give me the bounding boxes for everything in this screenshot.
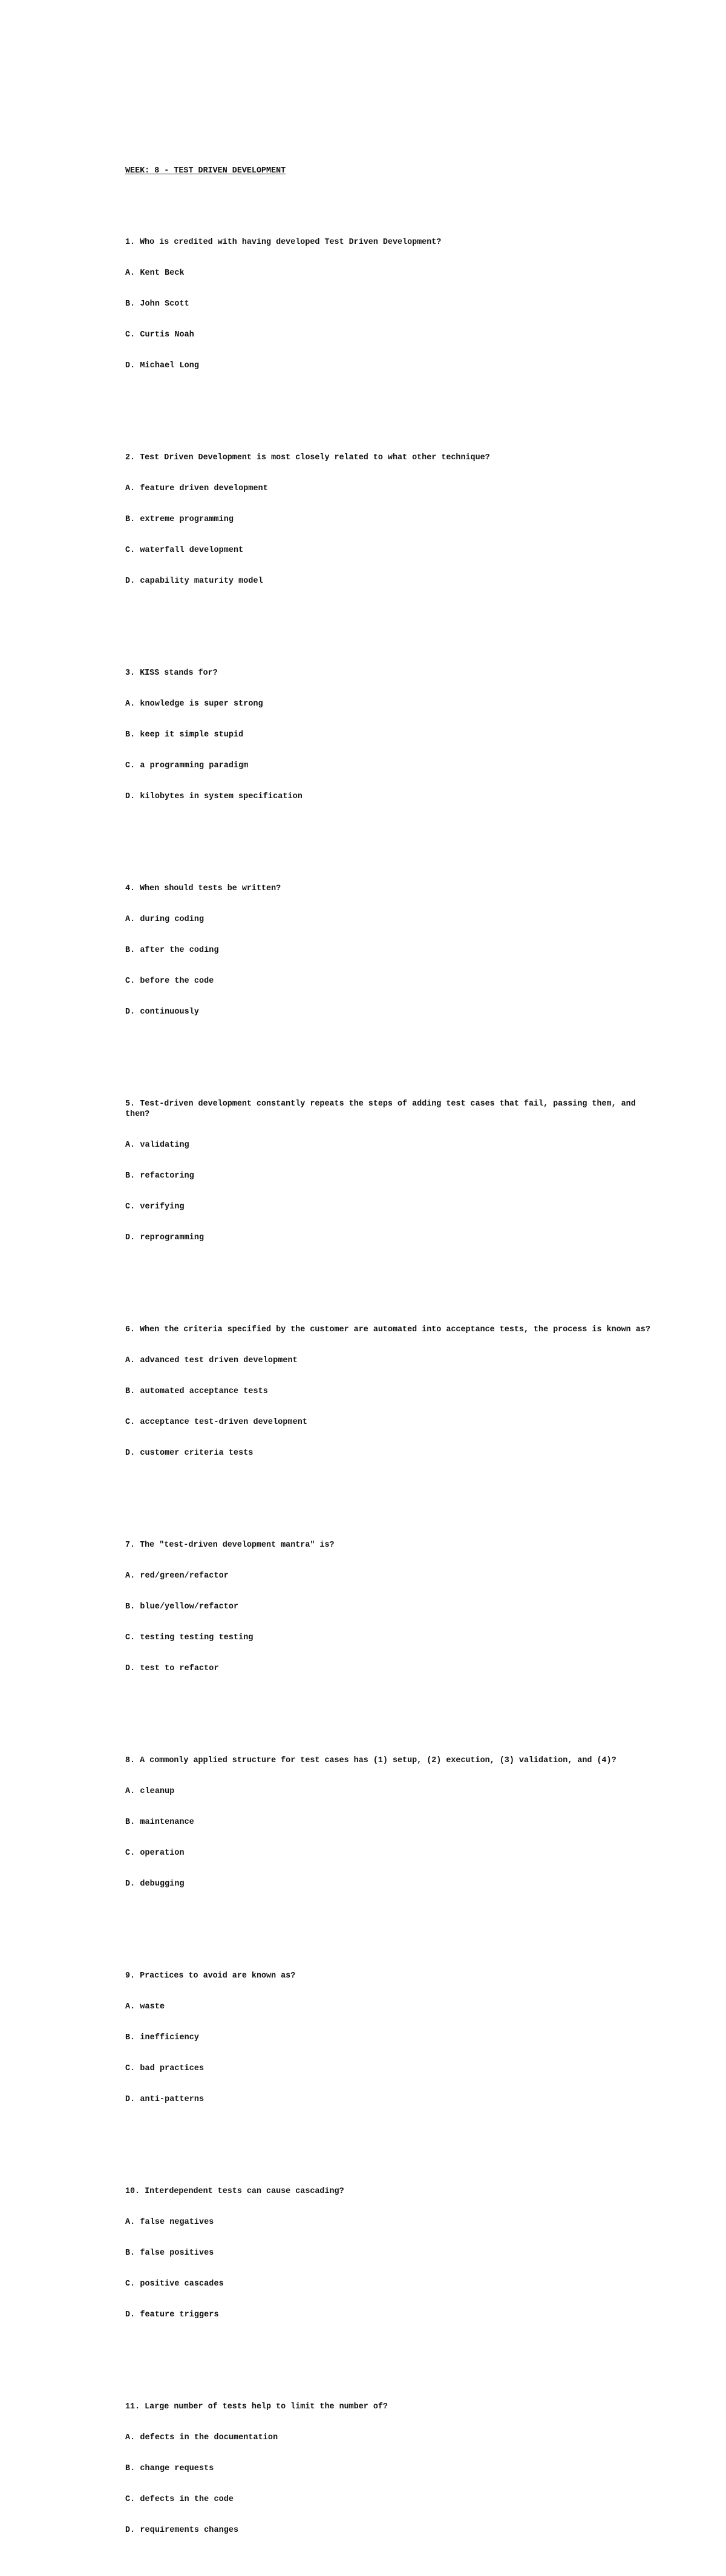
answer-option-d: D. test to refactor bbox=[125, 1664, 219, 1673]
question-stem: 7. The "test-driven development mantra" is? bbox=[125, 1541, 335, 1550]
question-2 bbox=[125, 432, 658, 607]
answer-option-d: D. continuously bbox=[125, 1008, 200, 1017]
answer-option-c: C. testing testing testing bbox=[125, 1633, 253, 1642]
answer-option-c: C. bad practices bbox=[125, 2064, 204, 2073]
answer-option-c: C. Curtis Noah bbox=[125, 330, 194, 339]
question-1 bbox=[125, 217, 658, 392]
answer-option-c: C. positive cascades bbox=[125, 2279, 224, 2289]
answer-option-d: D. reprogramming bbox=[125, 1233, 204, 1242]
answer-option-b: B. blue/yellow/refactor bbox=[125, 1602, 239, 1611]
page-title: WEEK: 8 - TEST DRIVEN DEVELOPMENT bbox=[125, 166, 286, 175]
answer-option-a: A. during coding bbox=[125, 915, 204, 924]
question-stem: 9. Practices to avoid are known as? bbox=[125, 1971, 296, 1981]
answer-option-d: D. capability maturity model bbox=[125, 577, 263, 586]
question-3 bbox=[125, 647, 658, 822]
answer-option-a: A. feature driven development bbox=[125, 484, 268, 493]
answer-option-a: A. validating bbox=[125, 1141, 189, 1150]
answer-option-b: B. John Scott bbox=[125, 300, 189, 309]
question-stem: 5. Test-driven development constantly repeats the steps of adding test cases that fail, passing them, and then? bbox=[125, 1100, 641, 1119]
question-stem: 3. KISS stands for? bbox=[125, 669, 218, 678]
answer-option-d: D. anti-patterns bbox=[125, 2095, 204, 2104]
answer-option-c: C. acceptance test-driven development bbox=[125, 1418, 308, 1427]
question-6 bbox=[125, 1304, 658, 1479]
answer-option-b: B. extreme programming bbox=[125, 515, 234, 524]
answer-option-c: C. verifying bbox=[125, 1202, 185, 1211]
answer-option-b: B. keep it simple stupid bbox=[125, 730, 244, 739]
answer-option-c: C. waterfall development bbox=[125, 546, 244, 555]
question-stem: 8. A commonly applied structure for test cases has (1) setup, (2) execution, (3) validation, and (4)? bbox=[125, 1756, 616, 1765]
answer-option-a: A. cleanup bbox=[125, 1787, 175, 1796]
answer-option-b: B. maintenance bbox=[125, 1818, 194, 1827]
answer-option-c: C. operation bbox=[125, 1849, 185, 1858]
answer-option-a: A. waste bbox=[125, 2002, 165, 2011]
question-11 bbox=[125, 2381, 658, 2556]
answer-option-b: B. false positives bbox=[125, 2249, 214, 2258]
answer-option-b: B. refactoring bbox=[125, 1172, 194, 1181]
question-stem: 1. Who is credited with having developed Test Driven Development? bbox=[125, 238, 442, 247]
question-8 bbox=[125, 1735, 658, 1910]
answer-option-d: D. requirements changes bbox=[125, 2526, 239, 2535]
answer-option-c: C. defects in the code bbox=[125, 2495, 234, 2504]
answer-option-a: A. defects in the documentation bbox=[125, 2433, 278, 2442]
answer-option-a: A. red/green/refactor bbox=[125, 1571, 229, 1581]
question-stem: 6. When the criteria specified by the customer are automated into acceptance tests, the process is known as? bbox=[125, 1325, 650, 1334]
answer-option-b: B. inefficiency bbox=[125, 2033, 200, 2042]
document-page bbox=[125, 145, 658, 2576]
question-7 bbox=[125, 1519, 658, 1694]
question-stem: 2. Test Driven Development is most closely related to what other technique? bbox=[125, 453, 490, 462]
answer-option-b: B. automated acceptance tests bbox=[125, 1387, 268, 1396]
question-10 bbox=[125, 2166, 658, 2341]
question-4 bbox=[125, 863, 658, 1038]
answer-option-d: D. feature triggers bbox=[125, 2310, 219, 2319]
answer-option-a: A. Kent Beck bbox=[125, 269, 185, 278]
answer-option-c: C. before the code bbox=[125, 977, 214, 986]
question-stem: 4. When should tests be written? bbox=[125, 884, 281, 893]
answer-option-d: D. Michael Long bbox=[125, 361, 200, 370]
question-stem: 10. Interdependent tests can cause cascading? bbox=[125, 2187, 344, 2196]
answer-option-a: A. advanced test driven development bbox=[125, 1356, 298, 1365]
question-5 bbox=[125, 1078, 658, 1263]
answer-option-b: B. change requests bbox=[125, 2464, 214, 2473]
question-stem: 11. Large number of tests help to limit the number of? bbox=[125, 2402, 388, 2411]
answer-option-a: A. false negatives bbox=[125, 2218, 214, 2227]
answer-option-d: D. kilobytes in system specification bbox=[125, 792, 302, 801]
question-9 bbox=[125, 1950, 658, 2125]
answer-option-d: D. customer criteria tests bbox=[125, 1449, 253, 1458]
answer-option-d: D. debugging bbox=[125, 1880, 185, 1889]
answer-option-c: C. a programming paradigm bbox=[125, 761, 249, 770]
answer-option-a: A. knowledge is super strong bbox=[125, 700, 263, 709]
answer-option-b: B. after the coding bbox=[125, 946, 219, 955]
